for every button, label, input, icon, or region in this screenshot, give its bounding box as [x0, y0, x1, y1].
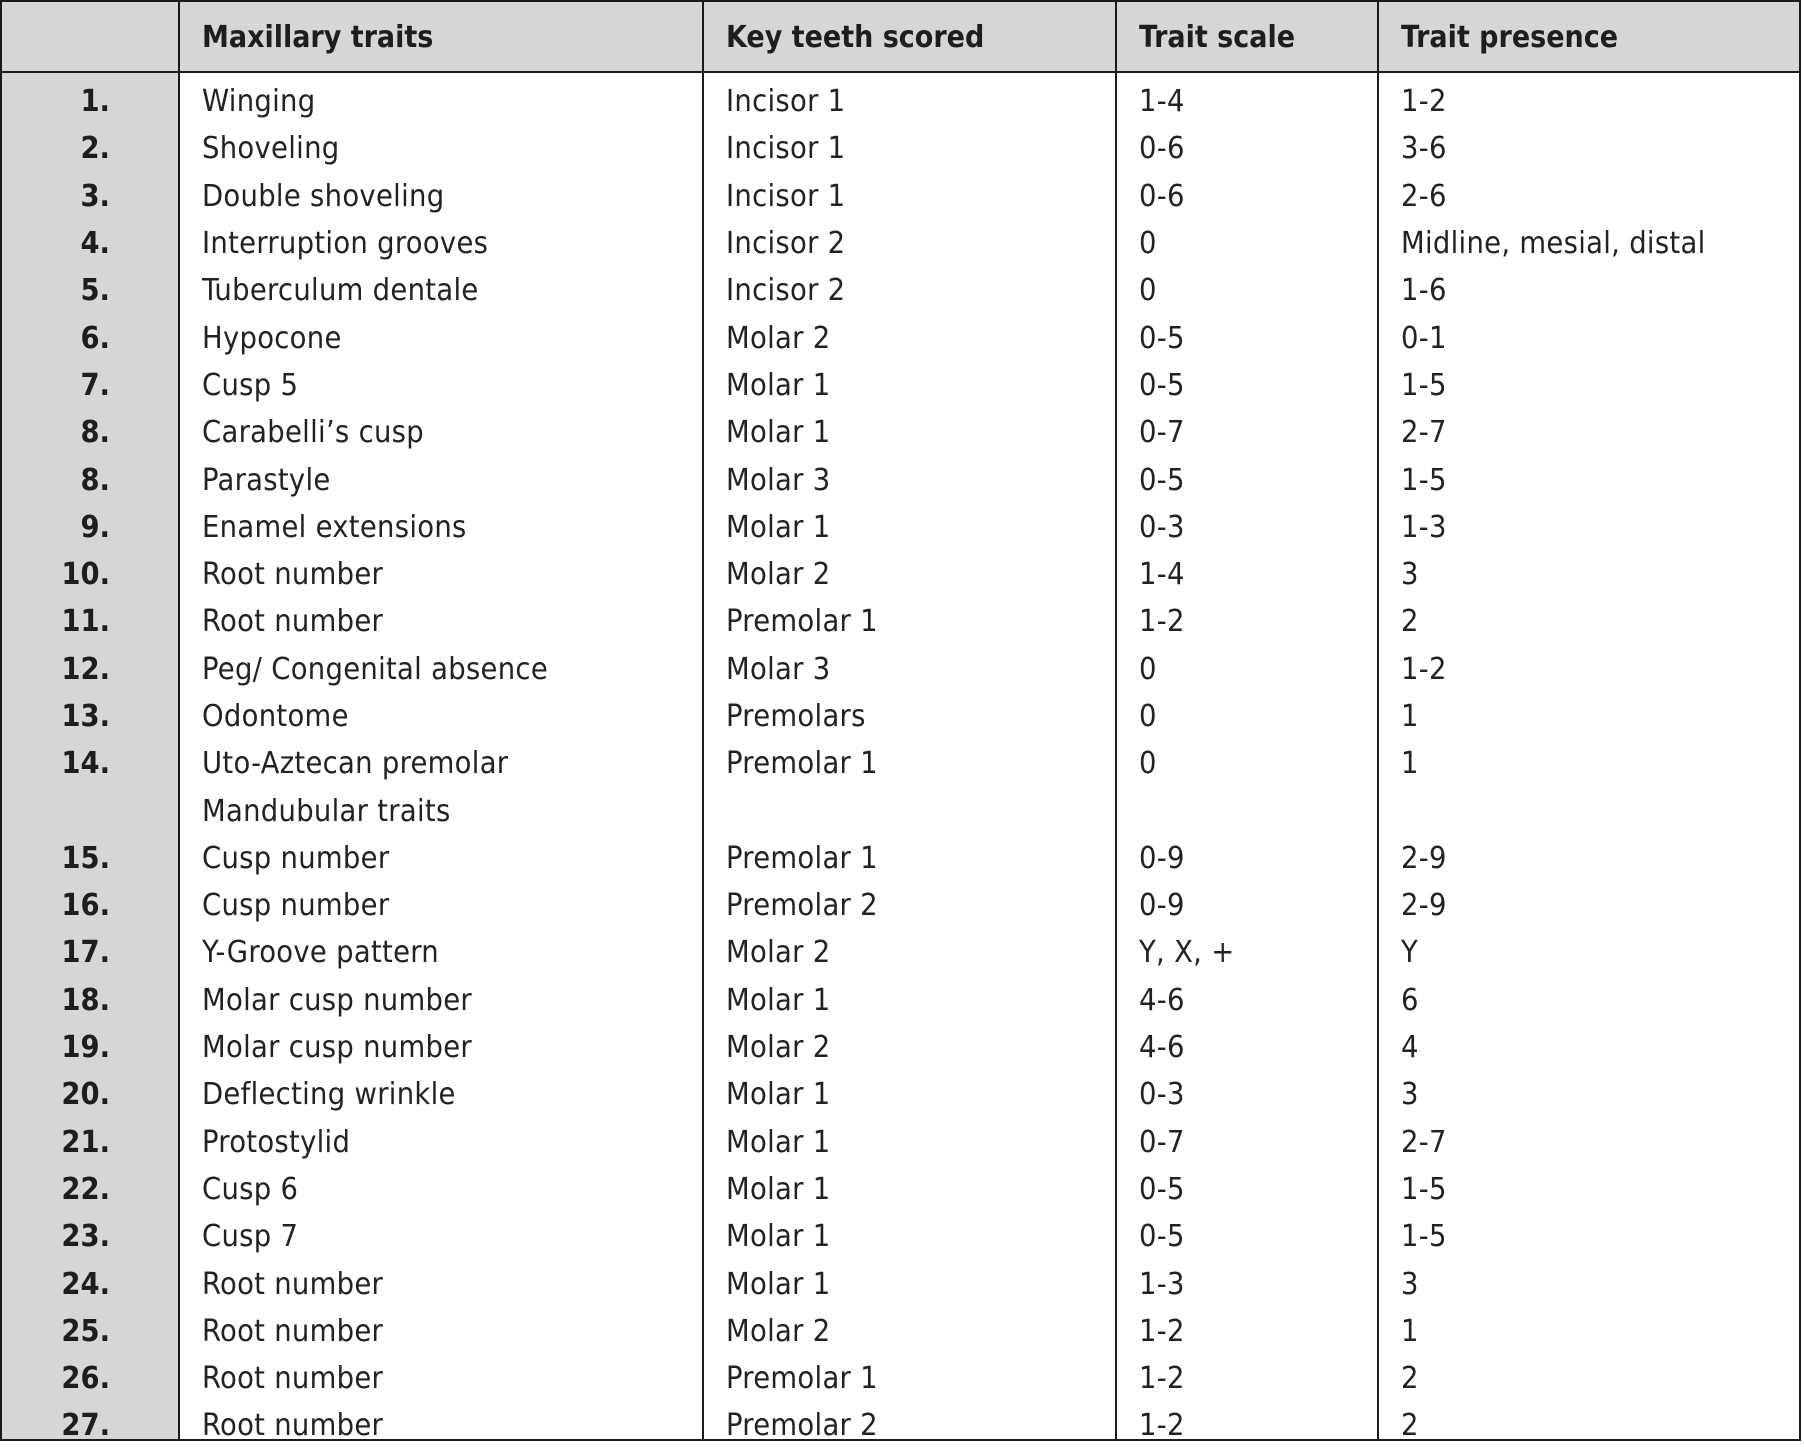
key-teeth: Premolar 1	[726, 1361, 878, 1397]
key-teeth: Premolars	[726, 699, 866, 734]
row-index: 19.	[61, 1030, 110, 1066]
trait-name: Protostylid	[202, 1124, 351, 1160]
row-index: 5.	[80, 273, 110, 309]
trait-presence: 3-6	[1401, 131, 1447, 167]
trait-presence: 2	[1401, 1408, 1419, 1441]
row-index: 10.	[61, 557, 110, 593]
trait-name: Parastyle	[202, 462, 331, 498]
trait-scale: 1-2	[1139, 1313, 1185, 1349]
key-teeth: Molar 1	[726, 1266, 831, 1302]
key-teeth: Molar 2	[726, 557, 831, 593]
trait-scale: 1-2	[1139, 604, 1185, 640]
trait-name: Carabelli’s cusp	[202, 415, 424, 451]
trait-scale: 0-5	[1139, 1219, 1185, 1255]
trait-presence: 1	[1401, 746, 1419, 782]
trait-scale: Y, X, +	[1139, 935, 1235, 971]
trait-name: Y-Groove pattern	[202, 935, 439, 971]
table-row	[2, 1119, 1799, 1166]
table-row	[2, 1071, 1799, 1118]
row-index: 23.	[61, 1219, 110, 1255]
key-teeth: Premolar 1	[726, 604, 878, 640]
header-index	[2, 2, 178, 73]
row-index: 9.	[80, 509, 110, 545]
row-index: 15.	[61, 840, 110, 876]
row-index: 3.	[80, 178, 110, 214]
table-row	[2, 787, 1799, 834]
trait-name: Molar cusp number	[202, 982, 473, 1018]
column-divider	[1377, 2, 1379, 1439]
trait-name: Winging	[202, 84, 316, 120]
trait-scale: 1-4	[1139, 557, 1185, 593]
key-teeth: Molar 1	[726, 509, 831, 545]
key-teeth: Premolar 2	[726, 888, 878, 924]
trait-scale: 0	[1139, 226, 1157, 262]
trait-presence: Midline, mesial, distal	[1401, 226, 1706, 262]
row-index: 22.	[61, 1171, 110, 1207]
table-row	[2, 1260, 1799, 1307]
trait-scale: 1-3	[1139, 1266, 1185, 1302]
trait-presence: 2-7	[1401, 1124, 1447, 1160]
trait-presence: 4	[1401, 1030, 1419, 1066]
row-index: 7.	[80, 367, 110, 403]
trait-presence: 2	[1401, 604, 1419, 640]
row-index: 8.	[80, 462, 110, 498]
trait-name: Interruption grooves	[202, 226, 489, 262]
table-row	[2, 693, 1799, 740]
trait-name: Uto-Aztecan premolar	[202, 746, 509, 782]
trait-scale: 0-5	[1139, 462, 1185, 498]
trait-name: Mandubular traits	[202, 793, 451, 829]
trait-name: Cusp number	[202, 888, 390, 924]
trait-scale: 0	[1139, 273, 1157, 309]
trait-presence: 1-2	[1401, 651, 1447, 687]
trait-presence: Y	[1401, 935, 1419, 971]
row-index: 12.	[61, 651, 110, 687]
header-key-teeth-scored: Key teeth scored	[726, 19, 985, 55]
trait-presence: 3	[1401, 1266, 1419, 1302]
key-teeth: Incisor 1	[726, 178, 846, 214]
trait-name: Root number	[202, 1266, 384, 1302]
key-teeth: Molar 1	[726, 1077, 831, 1113]
key-teeth: Molar 3	[726, 651, 831, 687]
key-teeth: Molar 1	[726, 1124, 831, 1160]
key-teeth: Molar 1	[726, 1171, 831, 1207]
trait-scale: 0-7	[1139, 415, 1185, 451]
key-teeth: Molar 1	[726, 982, 831, 1018]
trait-presence	[1377, 787, 1799, 834]
table-row	[2, 882, 1799, 929]
row-index: 18.	[61, 982, 110, 1018]
row-index: 8.	[80, 415, 110, 451]
trait-presence: 2-9	[1401, 840, 1447, 876]
trait-name: Cusp 7	[202, 1219, 299, 1255]
table-row	[2, 125, 1799, 172]
row-index: 20.	[61, 1077, 110, 1113]
table-row	[2, 362, 1799, 409]
key-teeth: Molar 2	[726, 320, 831, 356]
row-index: 27.	[61, 1408, 110, 1441]
row-index: 24.	[61, 1266, 110, 1302]
trait-scale: 0-7	[1139, 1124, 1185, 1160]
key-teeth: Molar 1	[726, 415, 831, 451]
trait-name: Odontome	[202, 699, 349, 734]
row-index	[2, 787, 178, 834]
table-row	[2, 409, 1799, 456]
table-row	[2, 267, 1799, 314]
table-row	[2, 977, 1799, 1024]
trait-scale: 0-9	[1139, 888, 1185, 924]
trait-name: Cusp number	[202, 840, 390, 876]
trait-presence: 2-7	[1401, 415, 1447, 451]
row-index: 16.	[61, 888, 110, 924]
table-row	[2, 73, 1799, 125]
trait-name: Double shoveling	[202, 178, 445, 214]
trait-scale: 0-5	[1139, 367, 1185, 403]
key-teeth: Premolar 1	[726, 746, 878, 782]
key-teeth: Molar 2	[726, 1030, 831, 1066]
table-row	[2, 598, 1799, 645]
trait-name: Enamel extensions	[202, 509, 467, 545]
trait-presence: 1-5	[1401, 1171, 1447, 1207]
key-teeth: Incisor 1	[726, 131, 846, 167]
column-divider	[1115, 2, 1117, 1439]
key-teeth: Premolar 1	[726, 840, 878, 876]
trait-name: Cusp 6	[202, 1171, 299, 1207]
key-teeth: Molar 1	[726, 1219, 831, 1255]
trait-presence: 3	[1401, 557, 1419, 593]
trait-name: Peg/ Congenital absence	[202, 651, 549, 687]
trait-name: Cusp 5	[202, 367, 299, 403]
row-index: 26.	[61, 1361, 110, 1397]
table-row	[2, 1213, 1799, 1260]
table-row	[2, 314, 1799, 361]
table-row	[2, 504, 1799, 551]
trait-name: Root number	[202, 557, 384, 593]
trait-presence: 1-5	[1401, 1219, 1447, 1255]
row-index: 17.	[61, 935, 110, 971]
key-teeth: Molar 1	[726, 367, 831, 403]
table-header-row	[2, 2, 1799, 73]
trait-presence: 0-1	[1401, 320, 1447, 356]
key-teeth: Incisor 2	[726, 273, 846, 309]
key-teeth: Molar 3	[726, 462, 831, 498]
row-index: 13.	[61, 699, 110, 734]
key-teeth	[702, 787, 1115, 834]
table-row	[2, 220, 1799, 267]
table-row	[2, 646, 1799, 693]
column-divider	[178, 2, 180, 1439]
trait-scale: 0	[1139, 746, 1157, 782]
trait-presence: 1	[1401, 699, 1419, 734]
row-index: 2.	[80, 131, 110, 167]
trait-name: Tuberculum dentale	[202, 273, 479, 309]
trait-presence: 2-6	[1401, 178, 1447, 214]
table-row	[2, 835, 1799, 882]
header-divider	[2, 71, 1799, 73]
trait-name: Molar cusp number	[202, 1030, 473, 1066]
table-row	[2, 1308, 1799, 1355]
row-index: 25.	[61, 1313, 110, 1349]
column-divider	[702, 2, 704, 1439]
trait-name: Root number	[202, 1408, 384, 1441]
trait-scale: 1-2	[1139, 1408, 1185, 1441]
row-index: 21.	[61, 1124, 110, 1160]
table-row	[2, 1024, 1799, 1071]
header-trait-presence: Trait presence	[1401, 19, 1619, 55]
dental-traits-table	[2, 2, 1799, 1441]
trait-scale: 1-4	[1139, 84, 1185, 120]
table-body	[2, 73, 1799, 1441]
header-maxillary-traits: Maxillary traits	[202, 19, 434, 55]
trait-scale: 0-5	[1139, 320, 1185, 356]
trait-presence: 1	[1401, 1313, 1419, 1349]
trait-scale: 4-6	[1139, 982, 1185, 1018]
trait-presence: 2-9	[1401, 888, 1447, 924]
trait-presence: 1-5	[1401, 367, 1447, 403]
trait-scale: 0-6	[1139, 131, 1185, 167]
trait-name: Shoveling	[202, 131, 340, 167]
row-index: 14.	[61, 746, 110, 782]
row-index: 11.	[61, 604, 110, 640]
trait-scale	[1115, 787, 1377, 834]
trait-presence: 1-2	[1401, 84, 1447, 120]
key-teeth: Incisor 1	[726, 84, 846, 120]
key-teeth: Incisor 2	[726, 226, 846, 262]
trait-scale: 0-3	[1139, 1077, 1185, 1113]
trait-name: Root number	[202, 1361, 384, 1397]
table-row	[2, 551, 1799, 598]
key-teeth: Premolar 2	[726, 1408, 878, 1441]
trait-scale: 0	[1139, 651, 1157, 687]
table-row	[2, 929, 1799, 976]
trait-presence: 1-5	[1401, 462, 1447, 498]
trait-presence: 2	[1401, 1361, 1419, 1397]
trait-presence: 1-3	[1401, 509, 1447, 545]
table-row	[2, 1402, 1799, 1441]
table-row	[2, 173, 1799, 220]
trait-presence: 3	[1401, 1077, 1419, 1113]
trait-scale: 1-2	[1139, 1361, 1185, 1397]
trait-name: Hypocone	[202, 320, 342, 356]
row-index: 6.	[80, 320, 110, 356]
table-row	[2, 1166, 1799, 1213]
table-row	[2, 456, 1799, 503]
trait-presence: 6	[1401, 982, 1419, 1018]
trait-name: Root number	[202, 1313, 384, 1349]
header-trait-scale: Trait scale	[1139, 19, 1296, 55]
trait-scale: 0-5	[1139, 1171, 1185, 1207]
trait-scale: 0	[1139, 699, 1157, 734]
trait-scale: 4-6	[1139, 1030, 1185, 1066]
key-teeth: Molar 2	[726, 935, 831, 971]
row-index: 1.	[80, 84, 110, 120]
trait-name: Deflecting wrinkle	[202, 1077, 456, 1113]
trait-scale: 0-6	[1139, 178, 1185, 214]
table-row	[2, 740, 1799, 787]
trait-scale: 0-9	[1139, 840, 1185, 876]
trait-name: Root number	[202, 604, 384, 640]
key-teeth: Molar 2	[726, 1313, 831, 1349]
row-index: 4.	[80, 226, 110, 262]
trait-scale: 0-3	[1139, 509, 1185, 545]
table-row	[2, 1355, 1799, 1402]
trait-presence: 1-6	[1401, 273, 1447, 309]
